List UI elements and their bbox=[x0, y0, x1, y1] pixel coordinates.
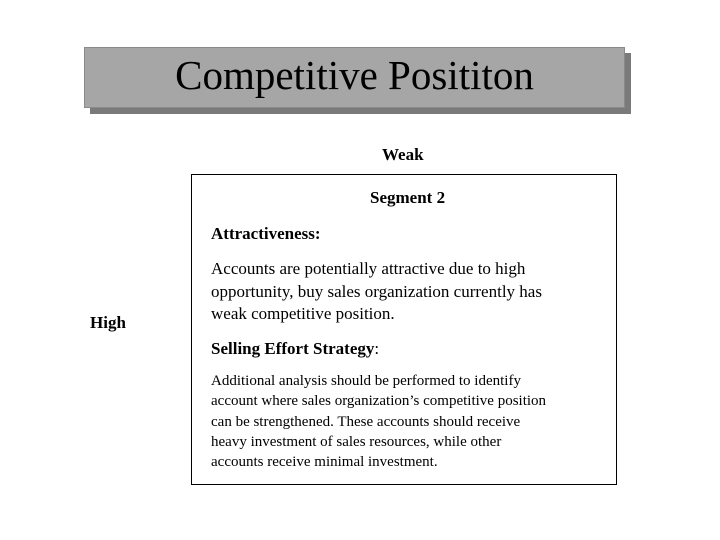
strategy-heading bbox=[211, 339, 379, 359]
strategy-description bbox=[211, 371, 615, 472]
attractiveness-line: Accounts are potentially attractive due to high bbox=[211, 259, 526, 278]
attractiveness-line: opportunity, buy sales organization currently has bbox=[211, 281, 542, 301]
attractiveness-label: Attractiveness: bbox=[211, 224, 321, 243]
slide-title: Competitive Posititon bbox=[175, 52, 534, 98]
strategy-line: accounts receive minimal investment. bbox=[211, 454, 438, 471]
row-header-high: High bbox=[90, 313, 126, 332]
strategy-line: heavy investment of sales resources, while other bbox=[211, 433, 502, 450]
column-header-weak: Weak bbox=[382, 145, 424, 164]
strategy-colon: : bbox=[374, 339, 380, 358]
segment-title: Segment 2 bbox=[370, 188, 446, 207]
attractiveness-line: weak competitive position. bbox=[211, 304, 395, 323]
strategy-label: Selling Effort Strategy bbox=[211, 339, 375, 358]
strategy-line: Additional analysis should be performed to identify bbox=[211, 373, 521, 389]
attractiveness-description bbox=[211, 258, 611, 326]
strategy-line: can be strengthened. These accounts should receive bbox=[211, 413, 521, 430]
strategy-line: account where sales organization’s competitive position bbox=[211, 393, 547, 410]
title-banner bbox=[84, 47, 625, 108]
